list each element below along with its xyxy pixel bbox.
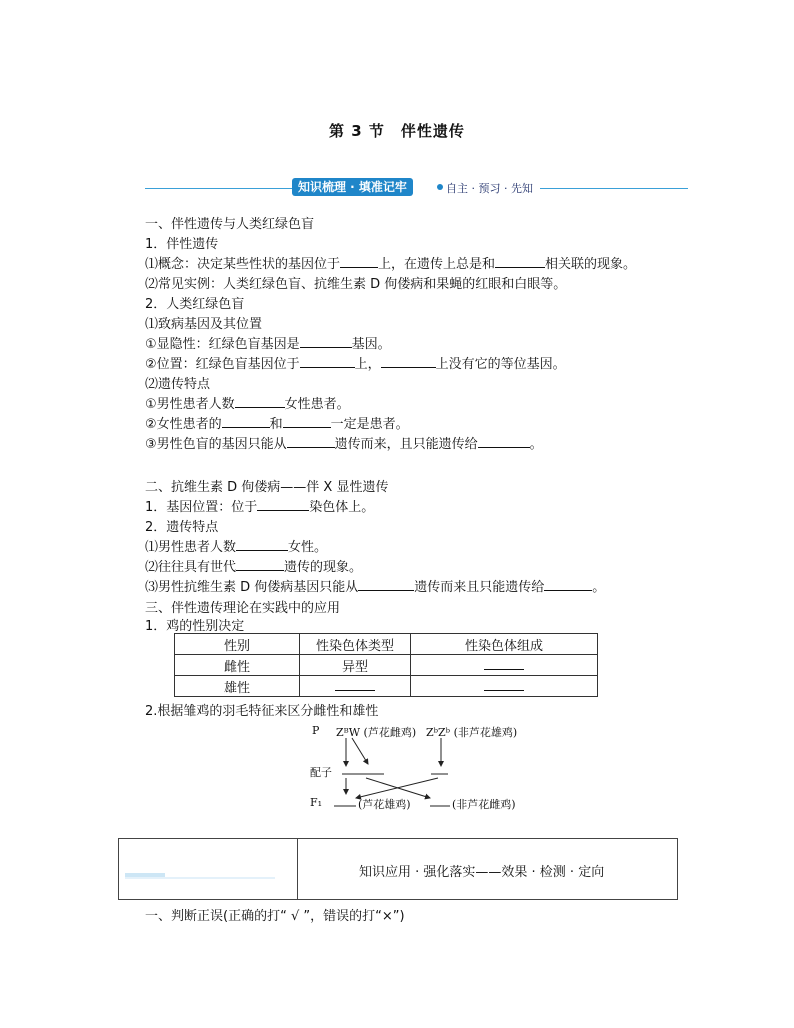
- table-header: 性别: [175, 634, 300, 655]
- blank: [283, 415, 331, 428]
- table-header: 性染色体组成: [411, 634, 598, 655]
- blank: [358, 578, 414, 591]
- table-header-row: [175, 634, 598, 655]
- section3-heading: 三、伴性遗传理论在实践中的应用: [145, 601, 341, 616]
- gamete-label: 配子: [310, 766, 332, 779]
- section3-sub1: 1．鸡的性别决定: [145, 619, 245, 634]
- practice-banner-text: 知识应用 · 强化落实——效果 · 检测 · 定向: [359, 865, 605, 880]
- examples-line: ⑵常见实例：人类红绿色盲、抗维生素 D 佝偻病和果蝇的红眼和白眼等。: [145, 277, 567, 292]
- generation-p-label: P: [312, 724, 320, 737]
- blank: [335, 678, 375, 691]
- decor-line: [125, 877, 275, 879]
- blank: [340, 255, 378, 268]
- section4-heading: 一、判断正误(正确的打“ √ ”，错误的打“×”): [145, 909, 405, 924]
- male-parent-genotype: ZᵇZᵇ (非芦花雄鸡): [426, 726, 518, 739]
- blank: [257, 498, 309, 511]
- blank: [236, 538, 288, 551]
- page-title: 第 3 节 伴性遗传: [329, 122, 465, 140]
- table-cell: 异型: [300, 655, 411, 676]
- section-banner-badge: 知识梳理 · 填准记牢: [292, 178, 413, 196]
- table-cell: [411, 676, 598, 697]
- table-cell: [300, 676, 411, 697]
- table-cell: 雌性: [175, 655, 300, 676]
- inheritance-heading: ⑵遗传特点: [145, 377, 211, 392]
- blank: [478, 435, 530, 448]
- section3-sub2: 2.根据雏鸡的羽毛特征来区分雌性和雄性: [145, 704, 379, 719]
- table-cell: [411, 655, 598, 676]
- blank: [381, 355, 436, 368]
- practice-banner-box: [118, 838, 678, 900]
- banner-line-right: [540, 188, 688, 189]
- section2-sub2: 2．遗传特点: [145, 520, 219, 535]
- blank: [300, 355, 355, 368]
- blank: [236, 558, 284, 571]
- section2-heading: 二、抗维生素 D 佝偻病——伴 X 显性遗传: [145, 480, 389, 495]
- male-count-line: ①男性患者人数 女性患者。: [145, 397, 350, 412]
- table-row: [175, 655, 598, 676]
- blank: [484, 657, 524, 670]
- blank: [300, 335, 352, 348]
- position-line: ②位置：红绿色盲基因位于 上， 上没有它的等位基因。: [145, 357, 566, 372]
- male-gene-line: ③男性色盲的基因只能从 遗传而来，且只能遗传给 。: [145, 437, 543, 452]
- gene-location-heading: ⑴致病基因及其位置: [145, 317, 263, 332]
- section1-sub2: 2．人类红绿色盲: [145, 297, 245, 312]
- section-banner-sub: 自主 · 预习 · 先知: [446, 182, 533, 195]
- table-row: [175, 676, 598, 697]
- section1-sub1: 1．伴性遗传: [145, 237, 219, 252]
- s2-male-count-line: ⑴男性患者人数 女性。: [145, 540, 328, 555]
- section1-heading: 一、伴性遗传与人类红绿色盲: [145, 217, 315, 232]
- generation-line: ⑵往往具有世代 遗传的现象。: [145, 560, 363, 575]
- blank: [287, 435, 335, 448]
- blank: [235, 395, 285, 408]
- box-divider: [297, 839, 298, 899]
- f1-right-offspring: (非芦花雌鸡): [452, 798, 516, 811]
- female-patient-line: ②女性患者的 和 一定是患者。: [145, 417, 409, 432]
- sex-determination-table: [174, 633, 598, 697]
- gene-position-line: 1．基因位置：位于 染色体上。: [145, 500, 375, 515]
- blank: [495, 255, 545, 268]
- blank: [222, 415, 270, 428]
- female-parent-genotype: ZᴮW (芦花雌鸡): [336, 726, 417, 739]
- table-cell: 雄性: [175, 676, 300, 697]
- f1-left-offspring: (芦花雄鸡): [358, 798, 411, 811]
- table-header: 性染色体类型: [300, 634, 411, 655]
- s2-male-gene-line: ⑶男性抗维生素 D 佝偻病基因只能从 遗传而来且只能遗传给 。: [145, 580, 606, 595]
- f1-label: F₁: [310, 796, 323, 809]
- dominance-line: ①显隐性：红绿色盲基因是 基因。: [145, 337, 391, 352]
- blank: [544, 578, 592, 591]
- blank: [484, 678, 524, 691]
- banner-dot-icon: [437, 184, 443, 190]
- banner-line-left: [145, 188, 292, 189]
- concept-line: ⑴概念：决定某些性状的基因位于 上，在遗传上总是和 相关联的现象。: [145, 257, 637, 272]
